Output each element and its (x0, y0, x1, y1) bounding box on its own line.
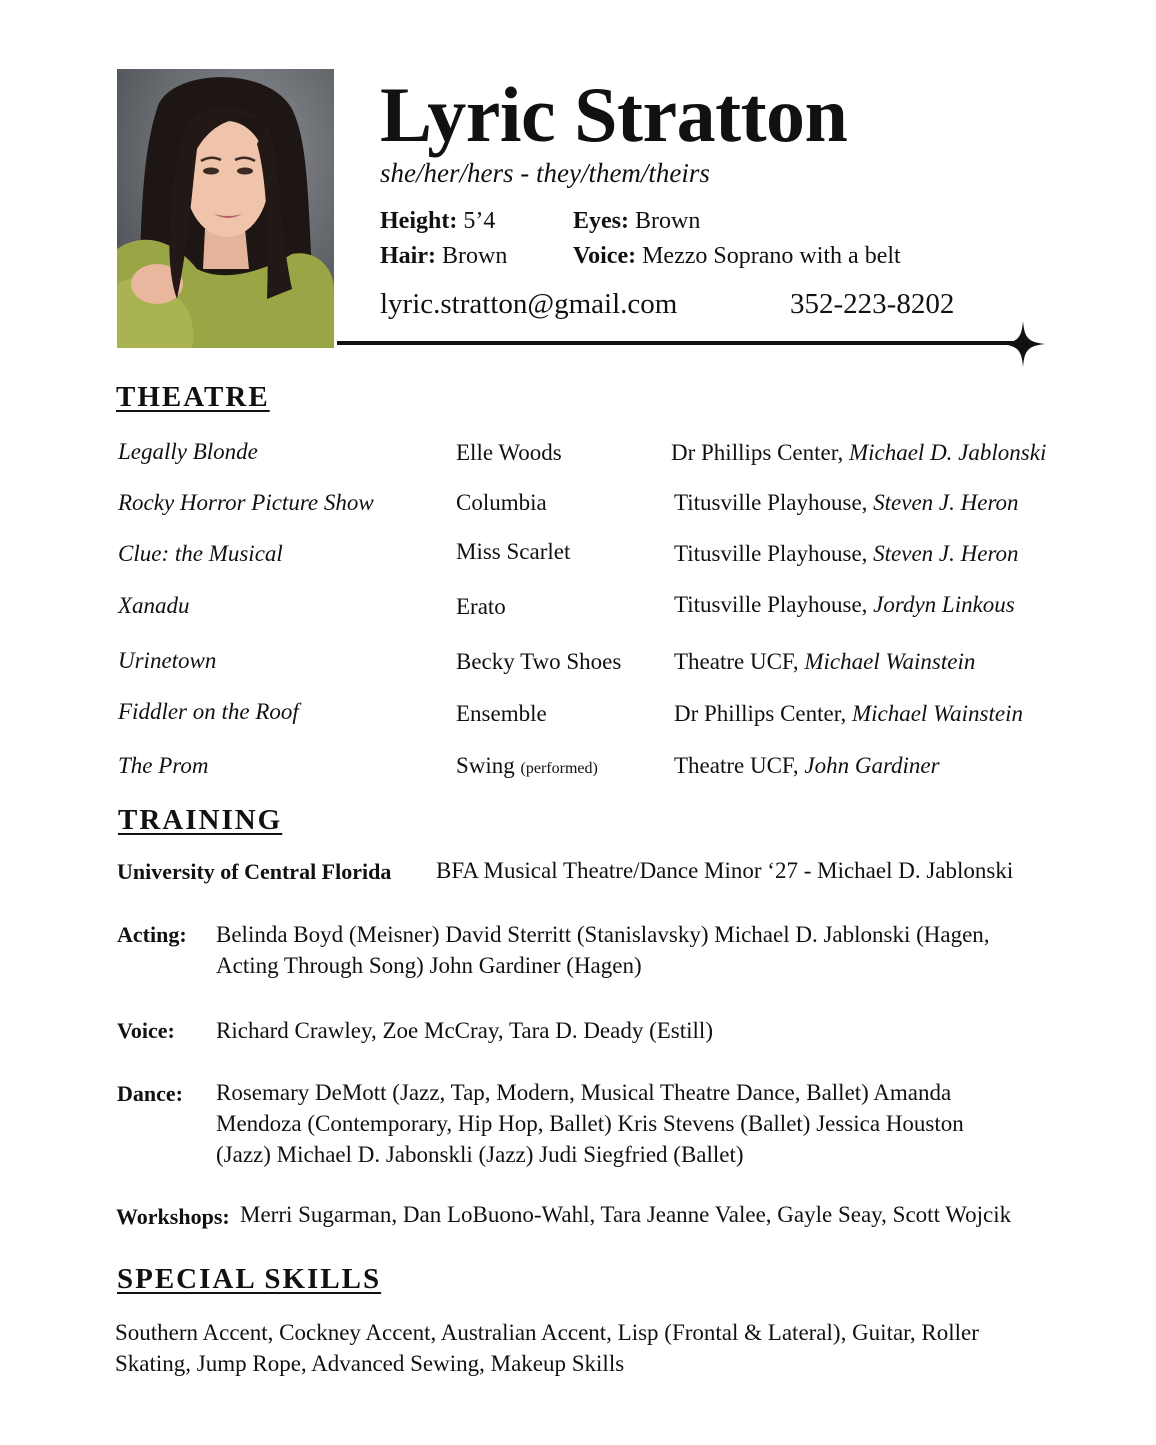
venue-name: Dr Phillips Center, (671, 440, 844, 465)
director: Jordyn Linkous (873, 592, 1015, 617)
voice-teachers: Richard Crawley, Zoe McCray, Tara D. Deady (Estill) (216, 1018, 713, 1043)
venue (674, 490, 1019, 516)
stat-hair-label: Hair: (380, 243, 436, 269)
venue-name: Theatre UCF, (674, 649, 799, 674)
dance-label: Dance: (117, 1081, 183, 1106)
venue (674, 541, 1019, 567)
director: John Gardiner (804, 753, 940, 778)
show-title: Rocky Horror Picture Show (118, 490, 374, 515)
training-heading: TRAINING (118, 804, 283, 836)
show-title: Clue: the Musical (118, 541, 283, 566)
role: Ensemble (456, 701, 547, 726)
contact-phone[interactable]: 352-223-8202 (790, 288, 955, 320)
acting-label: Acting: (117, 922, 187, 947)
venue-name: Titusville Playhouse, (674, 592, 868, 617)
stat-voice-value: Mezzo Soprano with a belt (642, 243, 901, 269)
stat-eyes-label: Eyes: (573, 208, 629, 234)
stat-height (380, 208, 495, 235)
director: Michael Wainstein (851, 701, 1023, 726)
acting-teachers: Belinda Boyd (Meisner) David Sterritt (Stanislavsky) Michael D. Jablonski (Hagen, Acting Through Song) John Gardiner (Hagen) (216, 922, 990, 978)
role: Columbia (456, 490, 547, 515)
role: Becky Two Shoes (456, 649, 622, 674)
pronouns: she/her/hers - they/them/theirs (380, 158, 710, 188)
director: Steven J. Heron (873, 490, 1019, 515)
director: Michael D. Jablonski (848, 440, 1047, 465)
training-degree: BFA Musical Theatre/Dance Minor ‘27 - Michael D. Jablonski (436, 858, 1014, 883)
headshot-illustration (117, 69, 334, 348)
theatre-heading: THEATRE (116, 381, 270, 413)
role: Erato (456, 594, 506, 619)
voice-label: Voice: (117, 1018, 175, 1043)
special-skills-list: Southern Accent, Cockney Accent, Australian Accent, Lisp (Frontal & Lateral), Guitar, Roller Skating, Jump Rope, Advanced Sewing, Makeup Skills (115, 1320, 979, 1376)
show-title: The Prom (118, 753, 209, 778)
sparkle-icon (1001, 321, 1045, 372)
role: Miss Scarlet (456, 539, 571, 564)
special-skills-heading: SPECIAL SKILLS (117, 1263, 382, 1295)
director: Michael Wainstein (804, 649, 976, 674)
venue (674, 649, 975, 675)
stat-voice (573, 243, 901, 270)
stat-height-label: Height: (380, 208, 458, 234)
show-title: Legally Blonde (118, 439, 258, 464)
role-note: (performed) (520, 760, 598, 777)
stat-eyes (573, 208, 700, 235)
dance-teachers: Rosemary DeMott (Jazz, Tap, Modern, Musical Theatre Dance, Ballet) Amanda Mendoza (Contemporary, Hip Hop, Ballet) Kris Stevens (Ballet) Jessica Houston (Jazz) Michael D. Jabonskli (Jazz) Judi Siegfried (Ballet) (216, 1080, 964, 1167)
venue-name: Titusville Playhouse, (674, 490, 868, 515)
header-divider (337, 341, 1027, 345)
venue (674, 701, 1023, 727)
venue-name: Dr Phillips Center, (674, 701, 847, 726)
stat-eyes-value: Brown (635, 208, 701, 234)
headshot-photo (117, 69, 334, 348)
venue (671, 440, 1046, 466)
venue-name: Theatre UCF, (674, 753, 799, 778)
contact-email[interactable]: lyric.stratton@gmail.com (380, 288, 678, 320)
stat-hair-value: Brown (441, 243, 508, 269)
role-name: Swing (456, 753, 515, 778)
workshops-label: Workshops: (116, 1204, 230, 1229)
role: Elle Woods (456, 440, 562, 465)
stat-voice-label: Voice: (573, 243, 637, 269)
venue (674, 592, 1015, 618)
training-school: University of Central Florida (117, 859, 392, 884)
stat-height-value: 5’4 (463, 208, 496, 234)
show-title: Fiddler on the Roof (118, 699, 299, 724)
director: Steven J. Heron (873, 541, 1019, 566)
candidate-name: Lyric Stratton (380, 71, 848, 158)
venue (674, 753, 940, 779)
stat-hair (380, 243, 507, 270)
show-title: Xanadu (118, 593, 190, 618)
workshops-teachers: Merri Sugarman, Dan LoBuono-Wahl, Tara Jeanne Valee, Gayle Seay, Scott Wojcik (240, 1202, 1012, 1227)
show-title: Urinetown (118, 648, 217, 673)
venue-name: Titusville Playhouse, (674, 541, 868, 566)
role (456, 753, 598, 779)
